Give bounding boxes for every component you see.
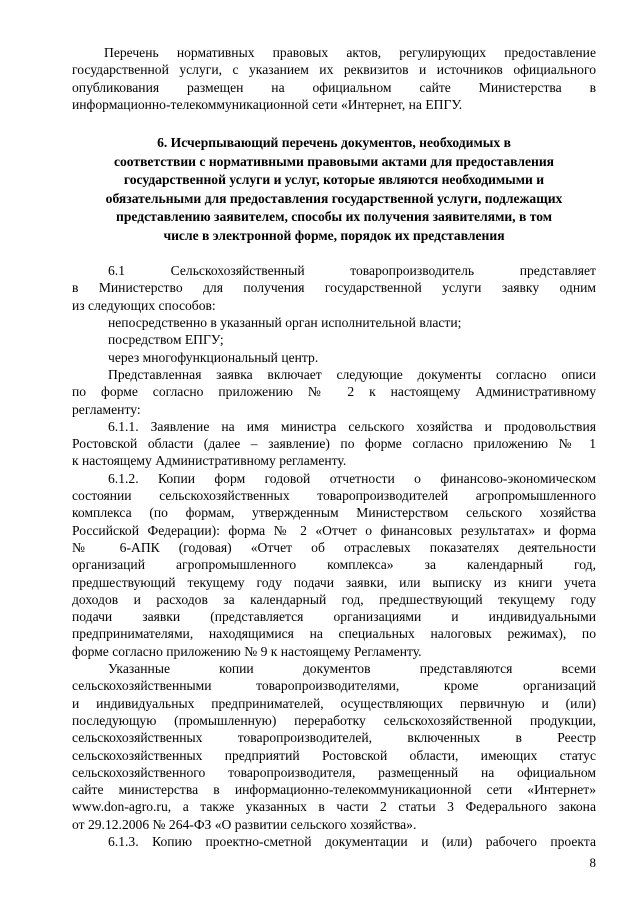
text-line: регламенту: xyxy=(72,401,141,417)
paragraph-6-1 xyxy=(72,262,596,314)
text-line: сельскохозяйственных товаропроизводителей, включенных в Реестр xyxy=(72,730,596,746)
list-item: через многофункциональный центр. xyxy=(108,349,319,365)
text-line: и индивидуальных предпринимателей, осуществляющих первичную и (или) xyxy=(72,695,596,711)
submission-methods-list xyxy=(72,314,596,366)
heading-line: обязательными для предоставления государственной услуги, подлежащих xyxy=(105,190,563,206)
text-line: опубликования размещен на официальном сайте Министерства в xyxy=(72,79,596,95)
text-line: из следующих способов: xyxy=(72,297,216,313)
text-line: государственной услуги, с указанием их реквизитов и источников официального xyxy=(72,62,596,78)
text-line: Ростовской области (далее – заявление) по форме согласно приложению № 1 xyxy=(72,436,596,452)
paragraph-6-1-3 xyxy=(72,833,596,850)
text-line: Перечень нормативных правовых актов, регулирующих предоставление xyxy=(104,45,596,60)
text-line: 6.1.2. Копии форм годовой отчетности о финансово-экономическом xyxy=(108,470,596,486)
text-line: организаций агропромышленного комплекса» за календарный год, xyxy=(72,557,596,573)
text-line: сайте министерства в информационно-телекоммуникационной сети «Интернет» xyxy=(72,782,596,798)
intro-paragraph xyxy=(72,44,596,113)
text-line: от 29.12.2006 № 264-ФЗ «О развитии сельского хозяйства». xyxy=(72,816,417,832)
paragraph-6-1-2 xyxy=(72,470,596,660)
heading-line: соответствии с нормативными правовыми актами для предоставления xyxy=(113,153,555,169)
text-line: по форме согласно приложению № 2 к настоящему Административному xyxy=(72,384,596,400)
text-line: форме согласно приложению № 9 к настоящему Регламенту. xyxy=(72,643,422,659)
section-heading xyxy=(72,134,596,245)
list-item: непосредственно в указанный орган исполнительной власти; xyxy=(108,315,462,331)
text-line: предшествующий текущему году подачи заявки, или выписку из книги учета xyxy=(72,574,596,590)
text-line: в Министерство для получения государственной услуги заявку одним xyxy=(72,280,596,296)
text-line: Представленная заявка включает следующие документы согласно описи xyxy=(108,366,596,382)
text-line: www.don-agro.ru, а также указанных в части 2 статьи 3 Федерального закона xyxy=(72,799,596,815)
text-line: Указанные копии документов представляются всеми xyxy=(108,661,596,677)
text-line: Российской Федерации): форма № 2 «Отчет о финансовых результатах» и форма xyxy=(72,522,596,538)
text-line: доходов и расходов за календарный год, предшествующий текущему году xyxy=(72,591,596,607)
text-line: 6.1.1. Заявление на имя министра сельского хозяйства и продовольствия xyxy=(108,418,596,434)
paragraph-copies xyxy=(72,660,596,833)
heading-line: числе в электронной форме, порядок их представления xyxy=(163,227,505,243)
heading-line: представлению заявителем, способы их получения заявителями, в том xyxy=(115,209,552,225)
text-line: сельскохозяйственными товаропроизводителями, кроме организаций xyxy=(72,678,596,694)
text-line: 6.1 Сельскохозяйственный товаропроизводитель представляет xyxy=(108,263,596,279)
text-line: состоянии сельскохозяйственных товаропроизводителей агропромышленного xyxy=(72,488,596,504)
text-line: комплекса (по формам, утвержденным Министерством сельского хозяйства xyxy=(72,505,596,521)
text-line: к настоящему Административному регламенту. xyxy=(72,453,347,469)
text-line: информационно-телекоммуникационной сети «Интернет, на ЕПГУ. xyxy=(72,96,463,112)
paragraph-6-1-1 xyxy=(72,418,596,470)
heading-line: государственной услуги и услуг, которые являются необходимыми и xyxy=(123,172,545,188)
text-line: предпринимателями, находящимися на специальных налоговых режимах), по xyxy=(72,626,596,642)
text-line: № 6-АПК (годовая) «Отчет об отраслевых показателях деятельности xyxy=(72,539,596,555)
page-number: 8 xyxy=(589,855,596,870)
heading-line: 6. Исчерпывающий перечень документов, необходимых в xyxy=(157,135,511,151)
paragraph-documents xyxy=(72,366,596,418)
text-line: 6.1.3. Копию проектно-сметной документации и (или) рабочего проекта xyxy=(108,833,596,849)
list-item: посредством ЕПГУ; xyxy=(108,332,224,348)
text-line: сельскохозяйственных предприятий Ростовской области, имеющих статус xyxy=(72,747,596,763)
text-line: подачи заявки (представляется организациями и индивидуальными xyxy=(72,609,596,625)
text-line: последующую (промышленную) переработку сельскохозяйственной продукции, xyxy=(72,712,596,728)
text-line: сельскохозяйственного товаропроизводителя, размещенный на официальном xyxy=(72,764,596,780)
